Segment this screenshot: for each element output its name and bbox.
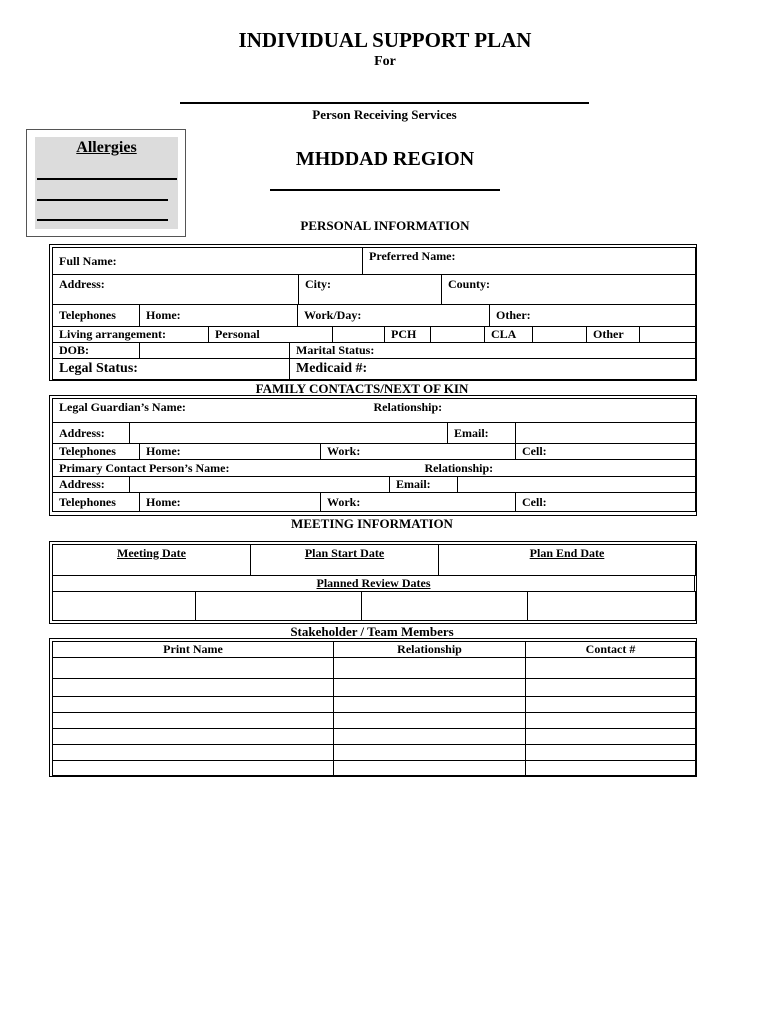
telephones-label-cell [53,305,140,327]
county-field[interactable] [442,275,696,305]
table-row [53,658,696,679]
personal-option-label: Personal [215,327,260,341]
person-receiving-services-label: Person Receiving Services [312,107,457,122]
primary-address-label: Address: [59,477,105,491]
plan-end-date-field[interactable] [439,545,696,576]
plan-start-date-label: Plan Start Date [304,546,385,560]
legal-guardian-field[interactable] [53,399,368,423]
stakeholders-header-row [53,642,696,658]
print-name-cell[interactable] [53,761,334,776]
allergies-title: Allergies [76,139,137,156]
home-label: Home: [146,308,181,322]
guardian-address-label: Address: [59,425,105,440]
print-name-cell[interactable] [53,745,334,761]
meeting-row-review-title [52,575,695,592]
primary-contact-label: Primary Contact Person’s Name: [59,460,230,475]
marital-status-field[interactable] [290,343,696,359]
relationship-cell[interactable] [334,679,526,697]
other-option[interactable] [587,327,640,343]
meeting-date-label: Meeting Date [117,546,186,560]
stakeholders-table [52,641,696,776]
contact-cell[interactable] [526,729,696,745]
review-date-1-field[interactable] [53,592,196,621]
table-row [53,745,696,761]
plan-end-date-label: Plan End Date [529,546,605,560]
family-row-phones [52,443,696,460]
dob-field[interactable] [140,343,290,359]
personal-option[interactable] [209,327,333,343]
family-contacts-heading: FAMILY CONTACTS/NEXT OF KIN [255,381,469,396]
living-arrangement-label-cell [53,327,209,343]
guardian-address-label-cell [53,423,130,444]
personal-row-living [52,326,696,343]
table-row [53,697,696,713]
contact-cell[interactable] [526,761,696,776]
table-row [53,679,696,697]
primary-email-label-cell [390,477,458,493]
marital-status-label: Marital Status: [296,343,375,357]
pch-option[interactable] [385,327,431,343]
primary-relationship-label: Relationship: [424,460,494,475]
review-date-3-field[interactable] [362,592,528,621]
primary-email-field[interactable] [458,477,696,493]
meeting-row-review-fields [52,591,696,621]
preferred-name-field[interactable] [363,248,696,275]
personal-row-dob [52,342,696,359]
city-label: City: [305,277,331,291]
primary-cell-field[interactable] [516,493,696,512]
relationship-cell[interactable] [334,761,526,776]
personal-checkbox[interactable] [333,327,385,343]
table-row [53,729,696,745]
county-label: County: [448,277,491,291]
family-row-phones2 [52,492,696,512]
guardian-home-field[interactable] [140,444,321,460]
family-row-address2 [52,476,696,493]
relationship-cell[interactable] [334,729,526,745]
full-name-field[interactable] [53,248,363,275]
dob-label-cell [53,343,140,359]
region-line[interactable] [270,189,500,191]
family-row-guardian [52,398,696,423]
guardian-cell-field[interactable] [516,444,696,460]
primary-telephones-label-cell [53,493,140,512]
pch-option-label: PCH [391,327,417,341]
contact-cell[interactable] [526,745,696,761]
relationship-cell[interactable] [334,745,526,761]
guardian-email-field[interactable] [516,423,696,444]
legal-status-label: Legal Status: [59,361,138,376]
personal-row-legal [52,358,696,380]
living-arrangement-label: Living arrangement: [59,327,166,341]
planned-review-dates-header [53,576,695,592]
print-name-header: Print Name [53,642,334,658]
relationship-cell[interactable] [334,658,526,679]
preferred-name-label: Preferred Name: [369,249,456,263]
personal-row-name [52,247,696,275]
meeting-info-heading: MEETING INFORMATION [291,516,453,531]
address-field[interactable] [53,275,299,305]
review-date-4-field[interactable] [528,592,696,621]
address-label: Address: [59,277,105,291]
print-name-cell[interactable] [53,679,334,697]
primary-address-field[interactable] [130,477,390,493]
guardian-work-label: Work: [327,444,361,458]
home-phone-field[interactable] [140,305,298,327]
guardian-telephones-label-cell [53,444,140,460]
guardian-work-field[interactable] [321,444,516,460]
legal-status-field[interactable] [53,359,290,380]
other-checkbox[interactable] [640,327,696,343]
person-name-line[interactable] [180,102,589,104]
contact-header: Contact # [526,642,696,658]
primary-work-field[interactable] [321,493,516,512]
medicaid-field[interactable] [290,359,696,380]
primary-home-field[interactable] [140,493,321,512]
print-name-cell[interactable] [53,658,334,679]
cla-option-label: CLA [491,327,517,341]
primary-work-label: Work: [327,494,361,509]
primary-home-label: Home: [146,494,181,509]
review-date-2-field[interactable] [196,592,362,621]
dob-label: DOB: [59,343,89,357]
relationship-header: Relationship [334,642,526,658]
city-field[interactable] [299,275,442,305]
other-phone-field[interactable] [490,305,696,327]
guardian-address-field[interactable] [130,423,448,444]
primary-contact-field[interactable] [53,460,419,477]
contact-cell[interactable] [526,697,696,713]
cla-option[interactable] [485,327,533,343]
other-label: Other: [496,308,531,322]
print-name-cell[interactable] [53,713,334,729]
personal-info-heading: PERSONAL INFORMATION [300,218,470,233]
guardian-relationship-field[interactable] [368,399,696,423]
for-label: For [374,54,396,69]
print-name-cell[interactable] [53,697,334,713]
allergy-line-1[interactable] [37,178,177,180]
guardian-relationship-label: Relationship: [373,400,443,414]
contact-cell[interactable] [526,713,696,729]
primary-address-label-cell [53,477,130,493]
allergy-line-2[interactable] [37,199,168,201]
print-name-cell[interactable] [53,729,334,745]
relationship-cell[interactable] [334,697,526,713]
meeting-row-dates [52,544,696,576]
full-name-label: Full Name: [59,253,117,268]
guardian-home-label: Home: [146,444,181,458]
guardian-cell-label: Cell: [522,444,547,458]
personal-row-address [52,274,696,305]
work-day-phone-field[interactable] [298,305,490,327]
work-day-label: Work/Day: [304,308,362,322]
family-row-address [52,422,696,444]
telephones-label: Telephones [59,308,116,322]
form-title: INDIVIDUAL SUPPORT PLAN [238,28,532,52]
meeting-date-field[interactable] [53,545,251,576]
family-row-primary [52,459,696,477]
primary-email-label: Email: [396,477,431,491]
cla-checkbox[interactable] [533,327,587,343]
planned-review-dates-label: Planned Review Dates [316,576,431,590]
contact-cell[interactable] [526,658,696,679]
primary-telephones-label: Telephones [59,494,116,509]
guardian-email-label-cell [448,423,516,444]
guardian-email-label: Email: [454,425,489,440]
relationship-cell[interactable] [334,713,526,729]
table-row [53,713,696,729]
stakeholders-heading: Stakeholder / Team Members [290,624,454,639]
primary-cell-label: Cell: [522,494,547,509]
plan-start-date-field[interactable] [251,545,439,576]
pch-checkbox[interactable] [431,327,485,343]
table-row [53,761,696,776]
other-option-label: Other [593,327,624,341]
region-title: MHDDAD REGION [295,148,475,170]
guardian-telephones-label: Telephones [59,444,116,458]
primary-relationship-field[interactable] [419,460,696,477]
contact-cell[interactable] [526,679,696,697]
legal-guardian-label: Legal Guardian’s Name: [59,400,186,414]
medicaid-label: Medicaid #: [296,361,368,376]
personal-row-phones [52,304,696,327]
